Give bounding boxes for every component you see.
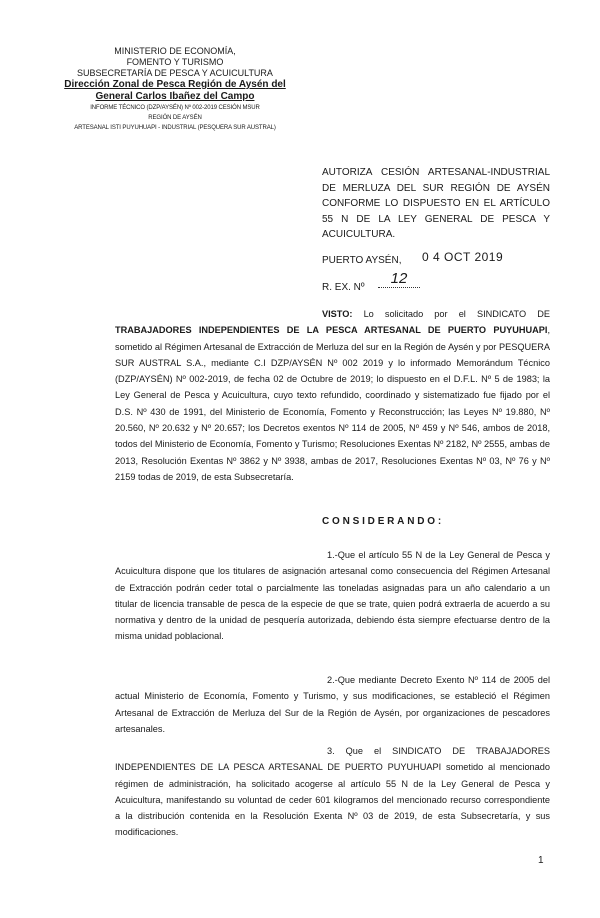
visto-paragraph [115,306,550,485]
letterhead [50,46,300,133]
reference-line-2: REGIÓN DE AYSÉN [148,115,202,121]
reference-line-3: ARTESANAL ISTI PUYUHUAPI - INDUSTRIAL (PESQUERA SUR AUSTRAL) [74,125,276,131]
visto-label: VISTO: [322,309,353,319]
considerando-1-text: 1.-Que el artículo 55 N de la Ley General de Pesca y Acuicultura dispone que los titulares de asignación artesanal como consecuencia del Régimen Artesanal de Extracción podrán ceder total o parcialmente las toneladas asignadas para un año calendario a un titular de licencia transable de pesca de la especie de que se trate, quien podrá extraerla de acuerdo a su normativa y dentro de la unidad de pesquería autorizada, debiendo ésta siempre efectuarse dentro de la misma unidad poblacional. [115,550,550,642]
zonal-direction-line: Dirección Zonal de Pesca Región de Aysén del [64,79,286,90]
visto-text-a: Lo solicitado por el SINDICATO DE [352,309,550,319]
rex-label: R. EX. Nº [322,282,365,293]
rex-number: 12 [378,270,420,288]
page-number: 1 [538,855,544,866]
considerando-3-text: 3. Que el SINDICATO DE TRABAJADORES INDEPENDIENTES DE LA PESCA ARTESANAL DE PUERTO PUYUHUAPI sometido al mencionado régimen de administración, ha solicitado acogerse al artículo 55 N de la Ley General de Pesca y Acuicultura, manifestando su voluntad de ceder 601 kilogramos del mencionado recurso correspondiente a la distribución contenida en la Resolución Exenta Nº 03 de 2019, de esta Subsecretaría, y sus modificaciones. [115,746,550,838]
ministry-line: MINISTERIO DE ECONOMÍA, [114,46,236,56]
considerando-1 [115,547,550,645]
considerando-heading: CONSIDERANDO: [322,516,444,527]
considerando-3 [115,743,550,841]
date-stamp: 0 4 OCT 2019 [422,250,504,264]
resolution-subject: AUTORIZA CESIÓN ARTESANAL-INDUSTRIAL DE MERLUZA DEL SUR REGIÓN DE AYSÉN CONFORME LO DISPUESTO EN EL ARTÍCULO 55 N DE LA LEY GENERAL DE PESCA Y ACUICULTURA. [322,167,550,240]
considerando-2-text: 2.-Que mediante Decreto Exento Nº 114 de 2005 del actual Ministerio de Economía, Fomento y Turismo, y sus modificaciones, se estableció el Régimen Artesanal de Extracción de Merluza del Sur de la Región de Aysén, por organizaciones de pescadores artesanales. [115,675,550,734]
visto-union-name: TRABAJADORES INDEPENDIENTES DE LA PESCA ARTESANAL DE PUERTO PUYUHUAPI [115,325,548,336]
reference-line: INFORME TÉCNICO (DZP/AYSÉN) Nº 002-2019 CESIÓN MSUR [90,105,260,111]
place-label: PUERTO AYSÉN, [322,255,402,266]
subsecretariat-line: SUBSECRETARÍA DE PESCA Y ACUICULTURA [77,68,273,78]
visto-text-b: , sometido al Régimen Artesanal de Extracción de Merluza del sur en la Región de Aysén y por PESQUERA SUR AUSTRAL S.A., mediante C.I DZP/AYSÉN Nº 002 2019 y lo informado Memorándum Técnico (DZP/AYSÉN) Nº 002-2019, de fecha 02 de Octubre de 2019; lo dispuesto en el D.F.L. Nº 5 de 1983; la Ley General de Pesca y Acuicultura, cuyo texto refundido, coordinado y sistematizado fue fijado por el D.S. Nº 430 de 1991, del Ministerio de Economía, Fomento y Reconstrucción; las Leyes Nº 19.880, Nº 20.560, Nº 20.632 y Nº 20.657; los Decretos exentos Nº 114 de 2005, Nº 459 y Nº 546, ambos de 2018, todos del Ministerio de Economía, Fomento y Turismo; Resoluciones Exentas Nº 2182, Nº 2555, ambas de 2013, Resolución Exentas Nº 3862 y Nº 3938, ambas de 2017, Resoluciones Exentas Nº 03, Nº 76 y Nº 2159 todas de 2019, de esta Subsecretaría. [115,325,550,482]
zonal-direction-line-2: General Carlos Ibañez del Campo [95,91,255,102]
ministry-line-2: FOMENTO Y TURISMO [126,57,224,67]
considerando-2 [115,672,550,737]
